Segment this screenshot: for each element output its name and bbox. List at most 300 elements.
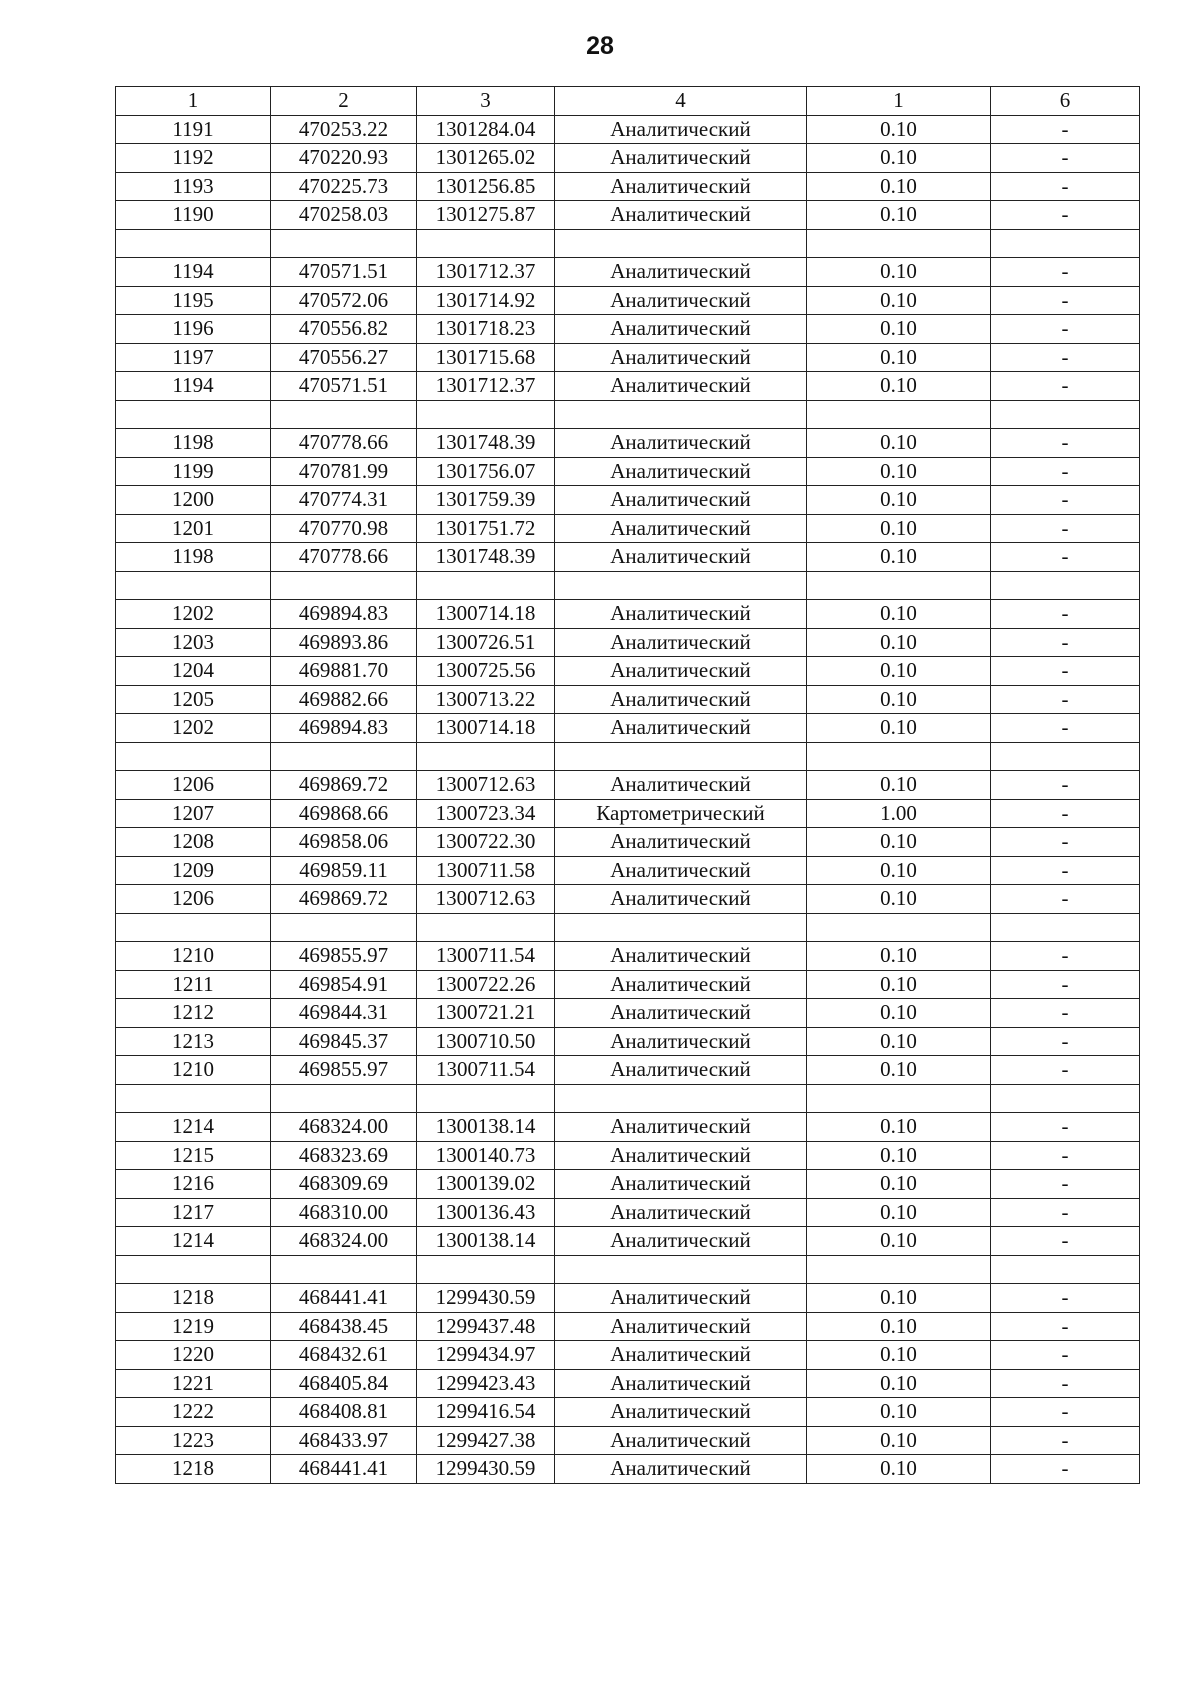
cell-method bbox=[555, 400, 807, 429]
cell-x bbox=[271, 229, 417, 258]
cell-accuracy: 0.10 bbox=[807, 115, 991, 144]
cell-description: - bbox=[991, 486, 1140, 515]
table-row bbox=[116, 457, 1140, 486]
cell-x bbox=[271, 400, 417, 429]
cell-accuracy: 0.10 bbox=[807, 1141, 991, 1170]
cell-y: 1300726.51 bbox=[417, 628, 555, 657]
cell-y: 1300710.50 bbox=[417, 1027, 555, 1056]
cell-accuracy: 0.10 bbox=[807, 1341, 991, 1370]
cell-y: 1300712.63 bbox=[417, 771, 555, 800]
cell-method: Аналитический bbox=[555, 1170, 807, 1199]
cell-point-number: 1206 bbox=[116, 885, 271, 914]
cell-description: - bbox=[991, 771, 1140, 800]
cell-point-number: 1204 bbox=[116, 657, 271, 686]
cell-point-number bbox=[116, 571, 271, 600]
cell-y bbox=[417, 1084, 555, 1113]
table-spacer-row bbox=[116, 400, 1140, 429]
cell-description: - bbox=[991, 1341, 1140, 1370]
cell-accuracy: 0.10 bbox=[807, 429, 991, 458]
cell-point-number bbox=[116, 1084, 271, 1113]
cell-description bbox=[991, 229, 1140, 258]
cell-x: 468432.61 bbox=[271, 1341, 417, 1370]
cell-y bbox=[417, 400, 555, 429]
cell-method: Аналитический bbox=[555, 1455, 807, 1484]
cell-y: 1299434.97 bbox=[417, 1341, 555, 1370]
table-row bbox=[116, 1113, 1140, 1142]
cell-point-number: 1205 bbox=[116, 685, 271, 714]
cell-x: 470253.22 bbox=[271, 115, 417, 144]
table-row bbox=[116, 172, 1140, 201]
cell-accuracy: 0.10 bbox=[807, 628, 991, 657]
cell-y: 1301714.92 bbox=[417, 286, 555, 315]
cell-x: 468309.69 bbox=[271, 1170, 417, 1199]
cell-accuracy: 0.10 bbox=[807, 514, 991, 543]
cell-point-number: 1201 bbox=[116, 514, 271, 543]
cell-point-number: 1222 bbox=[116, 1398, 271, 1427]
cell-point-number bbox=[116, 229, 271, 258]
header-cell-method: 4 bbox=[555, 87, 807, 116]
cell-description: - bbox=[991, 201, 1140, 230]
table-row bbox=[116, 628, 1140, 657]
cell-point-number bbox=[116, 913, 271, 942]
cell-accuracy: 0.10 bbox=[807, 1113, 991, 1142]
cell-description: - bbox=[991, 685, 1140, 714]
cell-x: 470571.51 bbox=[271, 372, 417, 401]
cell-x: 468324.00 bbox=[271, 1113, 417, 1142]
cell-point-number bbox=[116, 400, 271, 429]
table-row bbox=[116, 799, 1140, 828]
table-row bbox=[116, 1141, 1140, 1170]
cell-x: 470781.99 bbox=[271, 457, 417, 486]
cell-method: Аналитический bbox=[555, 1027, 807, 1056]
header-cell-x: 2 bbox=[271, 87, 417, 116]
cell-method: Аналитический bbox=[555, 1113, 807, 1142]
cell-method: Аналитический bbox=[555, 144, 807, 173]
table-row bbox=[116, 1227, 1140, 1256]
cell-accuracy: 0.10 bbox=[807, 1056, 991, 1085]
table-header-row bbox=[116, 87, 1140, 116]
cell-method: Аналитический bbox=[555, 543, 807, 572]
cell-y: 1300138.14 bbox=[417, 1227, 555, 1256]
cell-method: Аналитический bbox=[555, 771, 807, 800]
cell-method: Аналитический bbox=[555, 1141, 807, 1170]
cell-accuracy: 0.10 bbox=[807, 372, 991, 401]
cell-point-number: 1199 bbox=[116, 457, 271, 486]
cell-x: 469855.97 bbox=[271, 942, 417, 971]
cell-point-number: 1211 bbox=[116, 970, 271, 999]
cell-description: - bbox=[991, 970, 1140, 999]
cell-method: Аналитический bbox=[555, 628, 807, 657]
cell-x: 469845.37 bbox=[271, 1027, 417, 1056]
cell-method: Аналитический bbox=[555, 1227, 807, 1256]
cell-x: 470778.66 bbox=[271, 543, 417, 572]
cell-accuracy: 0.10 bbox=[807, 1170, 991, 1199]
cell-method: Аналитический bbox=[555, 600, 807, 629]
cell-accuracy: 0.10 bbox=[807, 1426, 991, 1455]
cell-point-number: 1214 bbox=[116, 1113, 271, 1142]
cell-y: 1300713.22 bbox=[417, 685, 555, 714]
cell-description: - bbox=[991, 1198, 1140, 1227]
cell-description: - bbox=[991, 315, 1140, 344]
cell-x: 469893.86 bbox=[271, 628, 417, 657]
cell-accuracy: 0.10 bbox=[807, 685, 991, 714]
table-row bbox=[116, 543, 1140, 572]
cell-y: 1301265.02 bbox=[417, 144, 555, 173]
cell-x bbox=[271, 1084, 417, 1113]
table-row bbox=[116, 343, 1140, 372]
cell-point-number: 1202 bbox=[116, 600, 271, 629]
cell-point-number: 1197 bbox=[116, 343, 271, 372]
cell-y: 1301751.72 bbox=[417, 514, 555, 543]
cell-description bbox=[991, 1255, 1140, 1284]
cell-y: 1299437.48 bbox=[417, 1312, 555, 1341]
cell-x: 470225.73 bbox=[271, 172, 417, 201]
cell-point-number: 1207 bbox=[116, 799, 271, 828]
cell-point-number: 1190 bbox=[116, 201, 271, 230]
table-row bbox=[116, 315, 1140, 344]
cell-description: - bbox=[991, 828, 1140, 857]
table-row bbox=[116, 771, 1140, 800]
header-cell-point-number: 1 bbox=[116, 87, 271, 116]
cell-method: Аналитический bbox=[555, 970, 807, 999]
cell-method: Аналитический bbox=[555, 1198, 807, 1227]
cell-point-number: 1215 bbox=[116, 1141, 271, 1170]
coordinates-table bbox=[115, 86, 1140, 1484]
cell-description: - bbox=[991, 172, 1140, 201]
table-row bbox=[116, 286, 1140, 315]
cell-description: - bbox=[991, 258, 1140, 287]
cell-method: Аналитический bbox=[555, 1369, 807, 1398]
cell-x bbox=[271, 1255, 417, 1284]
table-row bbox=[116, 1426, 1140, 1455]
cell-accuracy bbox=[807, 1084, 991, 1113]
cell-y: 1301284.04 bbox=[417, 115, 555, 144]
table-row bbox=[116, 1056, 1140, 1085]
cell-y: 1301759.39 bbox=[417, 486, 555, 515]
cell-x: 470556.27 bbox=[271, 343, 417, 372]
cell-x: 469868.66 bbox=[271, 799, 417, 828]
cell-method: Аналитический bbox=[555, 942, 807, 971]
table-row bbox=[116, 514, 1140, 543]
cell-point-number: 1196 bbox=[116, 315, 271, 344]
cell-y: 1300139.02 bbox=[417, 1170, 555, 1199]
cell-accuracy: 0.10 bbox=[807, 1398, 991, 1427]
cell-accuracy: 0.10 bbox=[807, 1198, 991, 1227]
table-row bbox=[116, 657, 1140, 686]
table-spacer-row bbox=[116, 229, 1140, 258]
cell-y: 1300722.30 bbox=[417, 828, 555, 857]
cell-y: 1301748.39 bbox=[417, 429, 555, 458]
cell-y bbox=[417, 571, 555, 600]
cell-y: 1300136.43 bbox=[417, 1198, 555, 1227]
cell-x: 468310.00 bbox=[271, 1198, 417, 1227]
cell-y: 1301748.39 bbox=[417, 543, 555, 572]
cell-x: 468433.97 bbox=[271, 1426, 417, 1455]
table-row bbox=[116, 1398, 1140, 1427]
cell-description: - bbox=[991, 799, 1140, 828]
cell-accuracy bbox=[807, 571, 991, 600]
table-row bbox=[116, 372, 1140, 401]
cell-method: Аналитический bbox=[555, 885, 807, 914]
cell-method bbox=[555, 913, 807, 942]
table-row bbox=[116, 714, 1140, 743]
coordinates-table-body bbox=[116, 87, 1140, 1484]
cell-point-number: 1210 bbox=[116, 1056, 271, 1085]
cell-point-number: 1198 bbox=[116, 429, 271, 458]
cell-point-number: 1198 bbox=[116, 543, 271, 572]
cell-accuracy: 0.10 bbox=[807, 771, 991, 800]
cell-description: - bbox=[991, 286, 1140, 315]
cell-y: 1300723.34 bbox=[417, 799, 555, 828]
cell-point-number: 1217 bbox=[116, 1198, 271, 1227]
cell-x: 468441.41 bbox=[271, 1455, 417, 1484]
table-row bbox=[116, 486, 1140, 515]
cell-x: 469894.83 bbox=[271, 714, 417, 743]
cell-x bbox=[271, 571, 417, 600]
cell-description bbox=[991, 913, 1140, 942]
cell-point-number: 1195 bbox=[116, 286, 271, 315]
cell-method: Аналитический bbox=[555, 714, 807, 743]
cell-point-number: 1213 bbox=[116, 1027, 271, 1056]
cell-x: 469858.06 bbox=[271, 828, 417, 857]
table-row bbox=[116, 1198, 1140, 1227]
cell-y bbox=[417, 229, 555, 258]
cell-accuracy: 0.10 bbox=[807, 201, 991, 230]
cell-point-number: 1200 bbox=[116, 486, 271, 515]
cell-x: 468324.00 bbox=[271, 1227, 417, 1256]
cell-description: - bbox=[991, 1141, 1140, 1170]
cell-y: 1300711.54 bbox=[417, 942, 555, 971]
cell-x: 469881.70 bbox=[271, 657, 417, 686]
cell-point-number: 1208 bbox=[116, 828, 271, 857]
cell-description: - bbox=[991, 999, 1140, 1028]
cell-description: - bbox=[991, 600, 1140, 629]
cell-method: Аналитический bbox=[555, 1284, 807, 1313]
cell-method: Аналитический bbox=[555, 201, 807, 230]
table-row bbox=[116, 942, 1140, 971]
cell-description: - bbox=[991, 1027, 1140, 1056]
cell-y: 1301756.07 bbox=[417, 457, 555, 486]
cell-description: - bbox=[991, 343, 1140, 372]
cell-x: 470571.51 bbox=[271, 258, 417, 287]
cell-x bbox=[271, 742, 417, 771]
cell-method: Аналитический bbox=[555, 856, 807, 885]
cell-point-number: 1221 bbox=[116, 1369, 271, 1398]
cell-x: 469854.91 bbox=[271, 970, 417, 999]
cell-y: 1301715.68 bbox=[417, 343, 555, 372]
cell-x: 468438.45 bbox=[271, 1312, 417, 1341]
cell-x: 470572.06 bbox=[271, 286, 417, 315]
cell-accuracy bbox=[807, 1255, 991, 1284]
table-row bbox=[116, 828, 1140, 857]
cell-y bbox=[417, 913, 555, 942]
cell-y: 1300140.73 bbox=[417, 1141, 555, 1170]
cell-description: - bbox=[991, 1426, 1140, 1455]
cell-method: Аналитический bbox=[555, 258, 807, 287]
cell-method: Аналитический bbox=[555, 1398, 807, 1427]
cell-point-number: 1206 bbox=[116, 771, 271, 800]
cell-x: 470774.31 bbox=[271, 486, 417, 515]
cell-y: 1300711.54 bbox=[417, 1056, 555, 1085]
cell-method: Аналитический bbox=[555, 457, 807, 486]
table-row bbox=[116, 1341, 1140, 1370]
table-spacer-row bbox=[116, 913, 1140, 942]
cell-x: 470778.66 bbox=[271, 429, 417, 458]
cell-accuracy: 0.10 bbox=[807, 1284, 991, 1313]
cell-description: - bbox=[991, 714, 1140, 743]
table-spacer-row bbox=[116, 1084, 1140, 1113]
cell-method: Аналитический bbox=[555, 1312, 807, 1341]
cell-method: Аналитический bbox=[555, 657, 807, 686]
cell-description: - bbox=[991, 1398, 1140, 1427]
cell-description bbox=[991, 1084, 1140, 1113]
cell-accuracy: 0.10 bbox=[807, 942, 991, 971]
cell-method bbox=[555, 571, 807, 600]
cell-y: 1299423.43 bbox=[417, 1369, 555, 1398]
table-row bbox=[116, 885, 1140, 914]
cell-description: - bbox=[991, 457, 1140, 486]
cell-accuracy: 0.10 bbox=[807, 1027, 991, 1056]
cell-x: 468323.69 bbox=[271, 1141, 417, 1170]
cell-y: 1301275.87 bbox=[417, 201, 555, 230]
cell-x: 470770.98 bbox=[271, 514, 417, 543]
cell-point-number: 1214 bbox=[116, 1227, 271, 1256]
cell-accuracy: 0.10 bbox=[807, 172, 991, 201]
cell-x: 468408.81 bbox=[271, 1398, 417, 1427]
cell-accuracy: 0.10 bbox=[807, 885, 991, 914]
cell-x: 468405.84 bbox=[271, 1369, 417, 1398]
cell-description bbox=[991, 742, 1140, 771]
table-row bbox=[116, 429, 1140, 458]
cell-y: 1301718.23 bbox=[417, 315, 555, 344]
cell-description: - bbox=[991, 115, 1140, 144]
cell-x: 469882.66 bbox=[271, 685, 417, 714]
cell-y: 1299427.38 bbox=[417, 1426, 555, 1455]
cell-accuracy bbox=[807, 913, 991, 942]
cell-x bbox=[271, 913, 417, 942]
cell-accuracy: 0.10 bbox=[807, 714, 991, 743]
cell-description: - bbox=[991, 514, 1140, 543]
cell-description: - bbox=[991, 429, 1140, 458]
cell-accuracy: 0.10 bbox=[807, 343, 991, 372]
cell-point-number: 1219 bbox=[116, 1312, 271, 1341]
cell-y: 1300722.26 bbox=[417, 970, 555, 999]
cell-description: - bbox=[991, 657, 1140, 686]
cell-method: Аналитический bbox=[555, 514, 807, 543]
cell-method: Аналитический bbox=[555, 429, 807, 458]
cell-y: 1300714.18 bbox=[417, 600, 555, 629]
cell-description: - bbox=[991, 1227, 1140, 1256]
cell-accuracy: 0.10 bbox=[807, 999, 991, 1028]
cell-accuracy: 0.10 bbox=[807, 315, 991, 344]
cell-accuracy: 0.10 bbox=[807, 486, 991, 515]
cell-x: 468441.41 bbox=[271, 1284, 417, 1313]
cell-accuracy: 0.10 bbox=[807, 657, 991, 686]
cell-y: 1300721.21 bbox=[417, 999, 555, 1028]
cell-point-number: 1216 bbox=[116, 1170, 271, 1199]
cell-method bbox=[555, 1084, 807, 1113]
cell-point-number: 1191 bbox=[116, 115, 271, 144]
cell-accuracy: 0.10 bbox=[807, 970, 991, 999]
page-number: 28 bbox=[586, 32, 614, 60]
cell-method bbox=[555, 742, 807, 771]
cell-method: Аналитический bbox=[555, 1426, 807, 1455]
cell-point-number: 1218 bbox=[116, 1284, 271, 1313]
cell-method: Аналитический bbox=[555, 685, 807, 714]
cell-method: Аналитический bbox=[555, 828, 807, 857]
cell-method: Аналитический bbox=[555, 315, 807, 344]
table-row bbox=[116, 115, 1140, 144]
cell-x: 470258.03 bbox=[271, 201, 417, 230]
cell-accuracy: 0.10 bbox=[807, 1227, 991, 1256]
cell-y: 1299430.59 bbox=[417, 1455, 555, 1484]
cell-y: 1300712.63 bbox=[417, 885, 555, 914]
table-spacer-row bbox=[116, 571, 1140, 600]
cell-accuracy: 0.10 bbox=[807, 144, 991, 173]
cell-accuracy: 0.10 bbox=[807, 258, 991, 287]
cell-method: Аналитический bbox=[555, 486, 807, 515]
cell-point-number: 1194 bbox=[116, 258, 271, 287]
cell-description: - bbox=[991, 1312, 1140, 1341]
cell-y: 1300725.56 bbox=[417, 657, 555, 686]
table-spacer-row bbox=[116, 742, 1140, 771]
table-spacer-row bbox=[116, 1255, 1140, 1284]
cell-method: Аналитический bbox=[555, 115, 807, 144]
table-row bbox=[116, 685, 1140, 714]
table-row bbox=[116, 1312, 1140, 1341]
cell-y: 1301712.37 bbox=[417, 258, 555, 287]
cell-description bbox=[991, 571, 1140, 600]
cell-description: - bbox=[991, 543, 1140, 572]
table-row bbox=[116, 1027, 1140, 1056]
cell-y: 1300711.58 bbox=[417, 856, 555, 885]
cell-y bbox=[417, 742, 555, 771]
cell-accuracy: 0.10 bbox=[807, 600, 991, 629]
table-row bbox=[116, 970, 1140, 999]
cell-description: - bbox=[991, 1056, 1140, 1085]
cell-point-number: 1194 bbox=[116, 372, 271, 401]
cell-accuracy: 0.10 bbox=[807, 1455, 991, 1484]
header-cell-accuracy: 1 bbox=[807, 87, 991, 116]
table-row bbox=[116, 1455, 1140, 1484]
cell-point-number: 1203 bbox=[116, 628, 271, 657]
cell-x: 469855.97 bbox=[271, 1056, 417, 1085]
cell-accuracy: 0.10 bbox=[807, 856, 991, 885]
cell-description: - bbox=[991, 942, 1140, 971]
cell-method: Картометрический bbox=[555, 799, 807, 828]
cell-point-number: 1223 bbox=[116, 1426, 271, 1455]
cell-description bbox=[991, 400, 1140, 429]
table-row bbox=[116, 856, 1140, 885]
table-row bbox=[116, 1170, 1140, 1199]
cell-description: - bbox=[991, 628, 1140, 657]
table-row bbox=[116, 1369, 1140, 1398]
cell-y: 1300714.18 bbox=[417, 714, 555, 743]
cell-point-number: 1209 bbox=[116, 856, 271, 885]
cell-accuracy: 0.10 bbox=[807, 543, 991, 572]
cell-point-number: 1220 bbox=[116, 1341, 271, 1370]
cell-x: 469869.72 bbox=[271, 885, 417, 914]
cell-accuracy: 0.10 bbox=[807, 1312, 991, 1341]
table-row bbox=[116, 144, 1140, 173]
table-row bbox=[116, 999, 1140, 1028]
cell-accuracy bbox=[807, 742, 991, 771]
cell-method: Аналитический bbox=[555, 172, 807, 201]
cell-accuracy bbox=[807, 229, 991, 258]
cell-x: 469859.11 bbox=[271, 856, 417, 885]
cell-method: Аналитический bbox=[555, 286, 807, 315]
cell-point-number: 1202 bbox=[116, 714, 271, 743]
